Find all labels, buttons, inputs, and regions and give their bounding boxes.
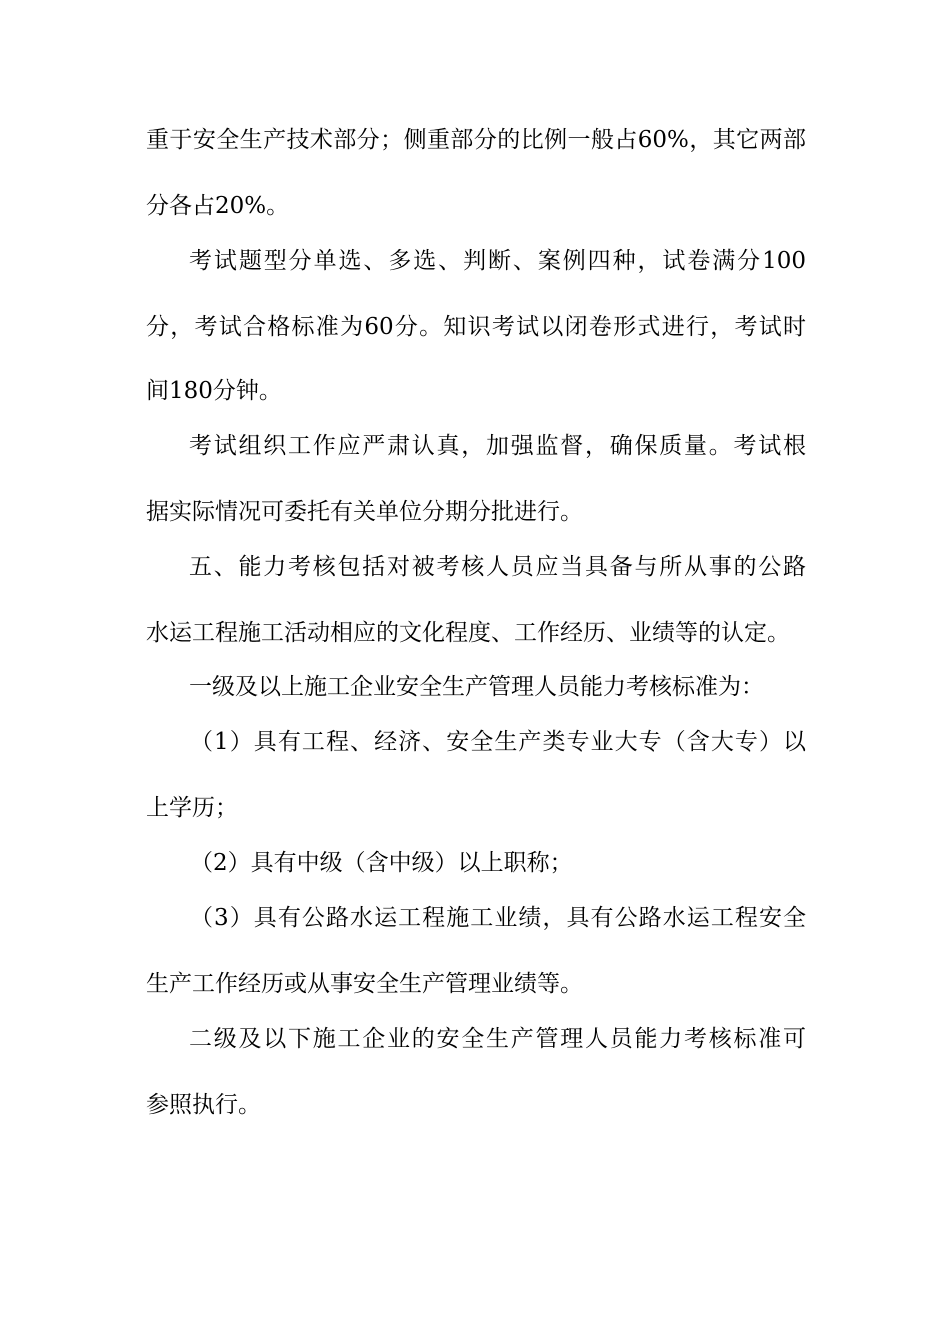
paragraph-line: 据实际情况可委托有关单位分期分批进行。: [146, 499, 583, 525]
paragraph-line: 考试题型分单选、多选、判断、案例四种，试卷满分100: [189, 248, 806, 274]
paragraph-line: 参照执行。: [146, 1092, 261, 1118]
paragraph-line: 间180分钟。: [146, 378, 282, 404]
paragraph-line: 考试组织工作应严肃认真，加强监督，确保质量。考试根: [189, 433, 806, 459]
paragraph-line: 分各占20%。: [146, 193, 290, 219]
list-item-line: （1）具有工程、经济、安全生产类专业大专（含大专）以: [190, 729, 806, 755]
list-item-line: （3）具有公路水运工程施工业绩，具有公路水运工程安全: [190, 905, 806, 931]
list-item-line: 生产工作经历或从事安全生产管理业绩等。: [146, 971, 583, 997]
paragraph-line: 水运工程施工活动相应的文化程度、工作经历、业绩等的认定。: [146, 620, 790, 646]
paragraph-line: 重于安全生产技术部分；侧重部分的比例一般占60%，其它两部: [146, 127, 806, 153]
list-item-line: （2）具有中级（含中级）以上职称；: [190, 850, 573, 876]
paragraph-line: 一级及以上施工企业安全生产管理人员能力考核标准为：: [189, 674, 764, 700]
paragraph-line: 五、能力考核包括对被考核人员应当具备与所从事的公路: [189, 554, 806, 580]
list-item-line: 上学历；: [146, 795, 238, 821]
paragraph-line: 分，考试合格标准为60分。知识考试以闭卷形式进行，考试时: [146, 314, 806, 340]
paragraph-line: 二级及以下施工企业的安全生产管理人员能力考核标准可: [189, 1026, 806, 1052]
